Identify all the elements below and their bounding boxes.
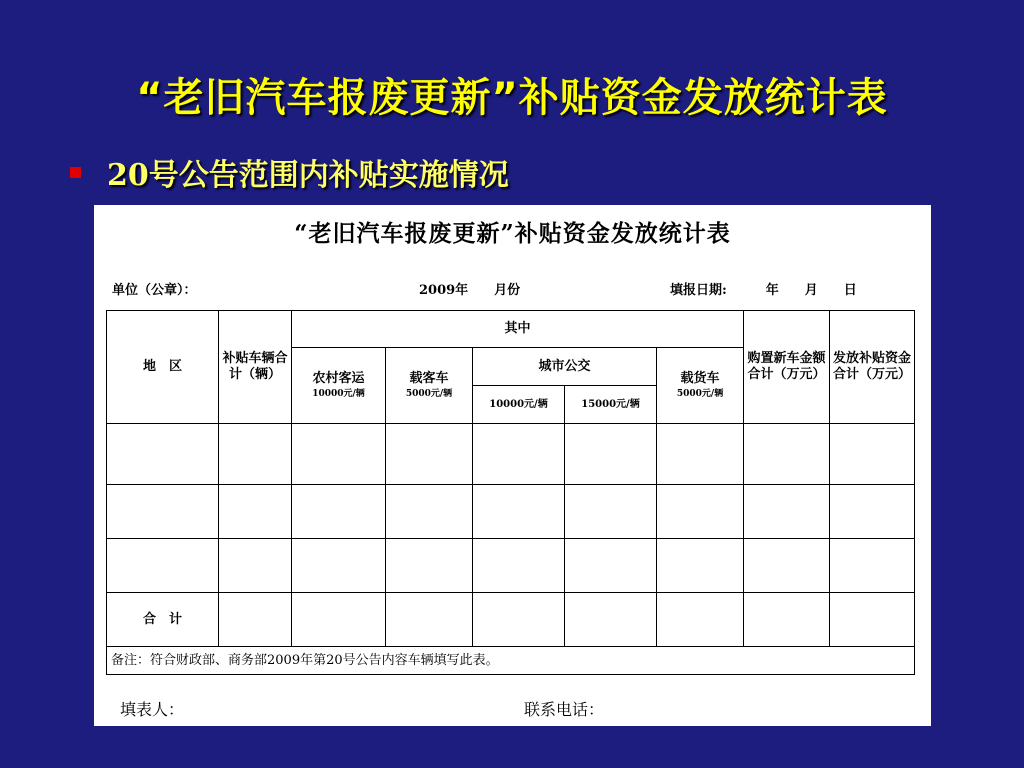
- passenger-car-rate: 5000元/辆: [405, 388, 453, 399]
- table-cell[interactable]: [219, 424, 292, 485]
- table-row: [107, 424, 915, 485]
- header-purchase-total: 购置新车金额合计（万元）: [744, 311, 830, 424]
- table-cell[interactable]: [565, 424, 657, 485]
- table-cell[interactable]: [473, 539, 565, 593]
- table-cell[interactable]: [219, 593, 292, 647]
- table-cell[interactable]: [292, 593, 386, 647]
- phone-label: 联系电话：: [524, 700, 605, 719]
- bullet-square-icon: [70, 167, 81, 178]
- table-cell[interactable]: [473, 593, 565, 647]
- table-cell[interactable]: [107, 485, 219, 539]
- table-cell[interactable]: [473, 485, 565, 539]
- table-cell[interactable]: [657, 539, 744, 593]
- header-region: 地 区: [107, 311, 219, 424]
- table-cell[interactable]: [292, 539, 386, 593]
- rural-bus-label: 农村客运: [312, 371, 365, 387]
- fill-date-label: 填报日期: 年 月 日: [670, 283, 857, 298]
- table-cell[interactable]: [657, 424, 744, 485]
- year-month-label: 2009年 月份: [419, 283, 521, 298]
- table-cell[interactable]: [292, 485, 386, 539]
- table-cell[interactable]: [830, 539, 915, 593]
- table-cell[interactable]: [292, 424, 386, 485]
- statistics-form: [94, 205, 931, 726]
- note-cell: 备注：符合财政部、商务部2009年第20号公告内容车辆填写此表。: [107, 647, 915, 675]
- table-cell[interactable]: [830, 424, 915, 485]
- header-city-bus: 城市公交: [473, 348, 657, 386]
- bullet-text: 20号公告范围内补贴实施情况: [107, 158, 509, 193]
- header-subsidy-total: 补贴车辆合计（辆）: [219, 311, 292, 424]
- table-cell[interactable]: [219, 539, 292, 593]
- passenger-car-label: 载客车: [409, 371, 449, 387]
- table-cell[interactable]: [565, 485, 657, 539]
- total-label: 合 计: [107, 593, 219, 647]
- header-fund-total: 发放补贴资金合计（万元）: [830, 311, 915, 424]
- header-city-bus-rate-1: 10000元/辆: [473, 386, 565, 424]
- table-cell[interactable]: [386, 424, 473, 485]
- table-cell[interactable]: [744, 539, 830, 593]
- table-cell[interactable]: [744, 424, 830, 485]
- statistics-table: [106, 310, 915, 675]
- table-cell[interactable]: [386, 593, 473, 647]
- table-cell[interactable]: [744, 593, 830, 647]
- filler-label: 填表人：: [120, 700, 185, 719]
- table-row: [107, 485, 915, 539]
- header-passenger-car: [386, 348, 473, 424]
- table-cell[interactable]: [657, 485, 744, 539]
- table-cell[interactable]: [565, 593, 657, 647]
- table-cell[interactable]: [107, 539, 219, 593]
- table-cell[interactable]: [830, 485, 915, 539]
- table-cell[interactable]: [657, 593, 744, 647]
- rural-bus-rate: 10000元/辆: [312, 388, 365, 399]
- table-cell[interactable]: [744, 485, 830, 539]
- bullet-item: [70, 150, 509, 194]
- table-cell[interactable]: [565, 539, 657, 593]
- header-city-bus-rate-2: 15000元/辆: [565, 386, 657, 424]
- table-cell[interactable]: [386, 485, 473, 539]
- table-cell[interactable]: [107, 424, 219, 485]
- table-cell[interactable]: [386, 539, 473, 593]
- table-row: [107, 539, 915, 593]
- slide-title: “老旧汽车报废更新”补贴资金发放统计表: [136, 75, 888, 121]
- table-cell[interactable]: [219, 485, 292, 539]
- truck-label: 载货车: [680, 371, 720, 387]
- total-row: [107, 593, 915, 647]
- header-among: 其中: [292, 311, 744, 348]
- truck-rate: 5000元/辆: [676, 388, 724, 399]
- header-truck: [657, 348, 744, 424]
- form-title: “老旧汽车报废更新”补贴资金发放统计表: [294, 220, 731, 247]
- unit-label: 单位（公章）：: [112, 283, 197, 298]
- header-rural-bus: [292, 348, 386, 424]
- table-cell[interactable]: [830, 593, 915, 647]
- table-cell[interactable]: [473, 424, 565, 485]
